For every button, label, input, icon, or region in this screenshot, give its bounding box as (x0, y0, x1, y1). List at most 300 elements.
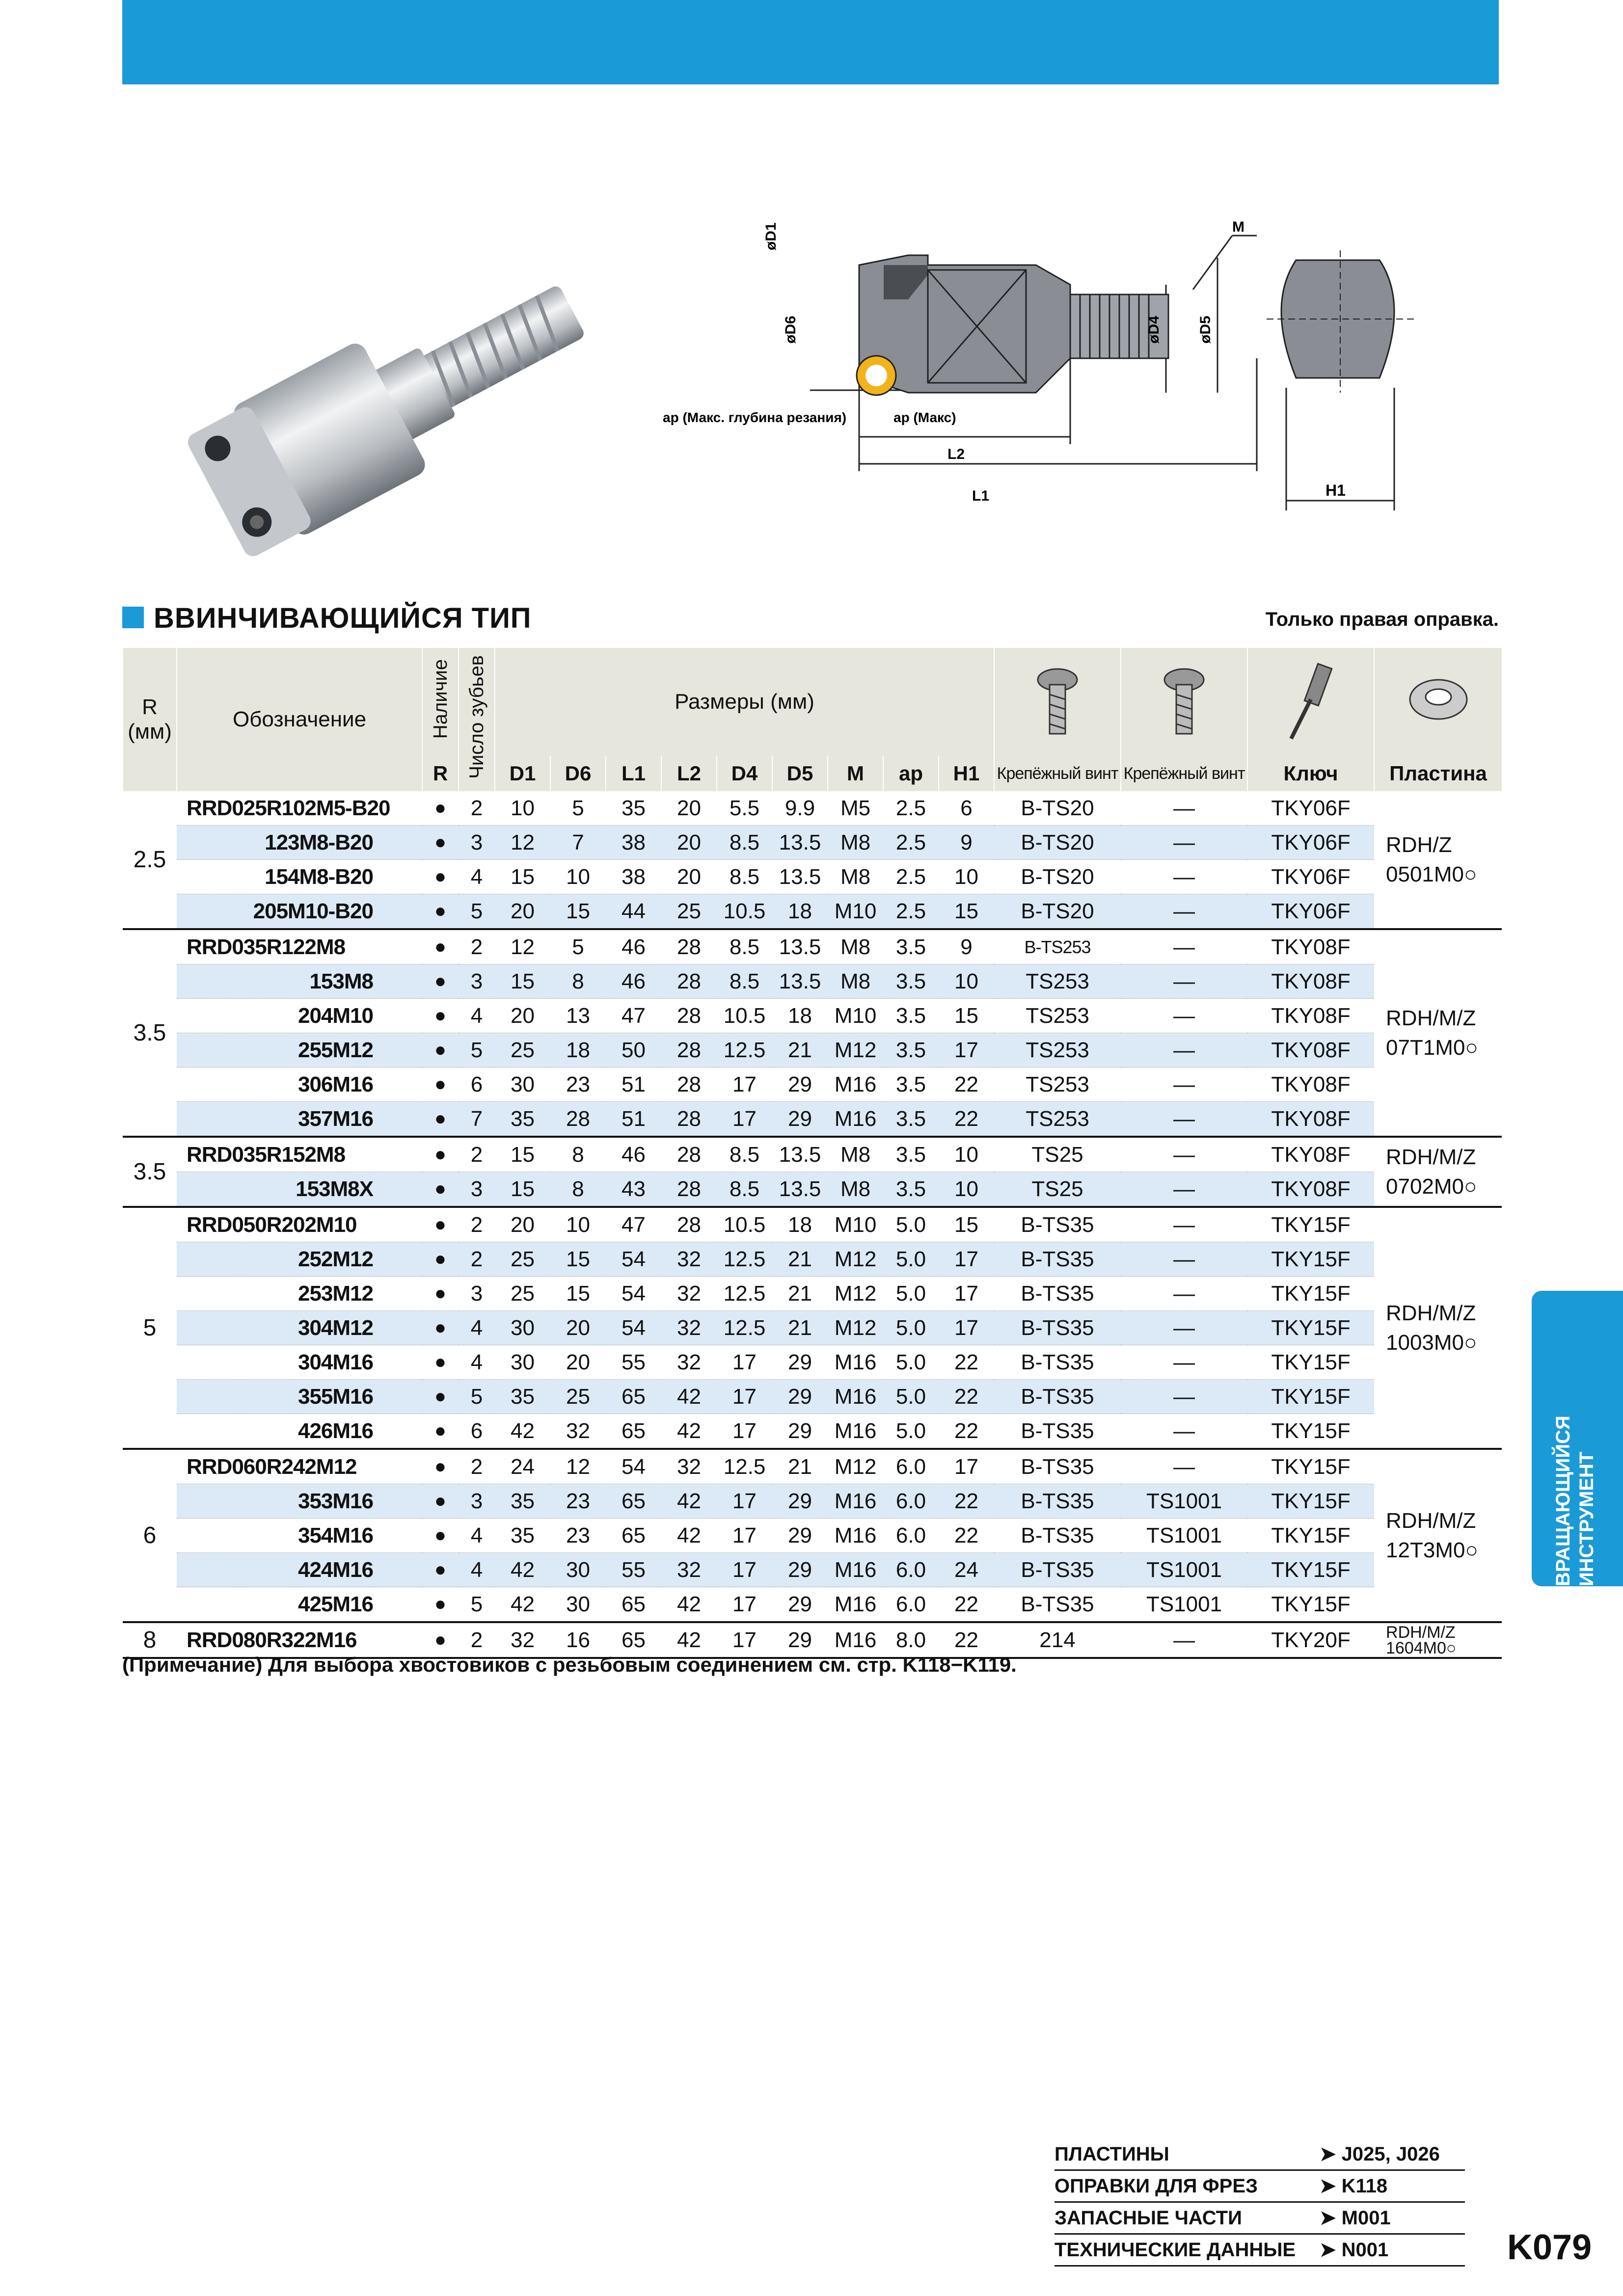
d5-cell: 21 (772, 1033, 828, 1068)
screw2-cell: — (1121, 1380, 1247, 1414)
key-cell: TKY15F (1247, 1519, 1374, 1553)
l1-cell: 50 (606, 1033, 661, 1068)
d5-cell: 29 (772, 1553, 828, 1587)
h1-cell: 22 (939, 1622, 994, 1658)
table-row (123, 1207, 1502, 1242)
l2-cell: 32 (661, 1311, 717, 1345)
d5-cell: 21 (772, 1449, 828, 1484)
h1-cell: 15 (939, 1207, 994, 1242)
l1-cell: 65 (606, 1484, 661, 1519)
tool-photo (162, 240, 619, 584)
table-row (123, 1102, 1502, 1137)
ap-cell: 3.5 (883, 1033, 939, 1068)
l1-cell: 46 (606, 1137, 661, 1172)
d4-cell: 8.5 (717, 964, 772, 999)
r-value-cell: 3.5 (123, 929, 177, 1137)
screw1-cell: B-TS20 (994, 791, 1121, 826)
l2-cell: 32 (661, 1277, 717, 1311)
d4-cell: 17 (717, 1414, 772, 1449)
d1-cell: 42 (495, 1553, 550, 1587)
screw1-cell: B-TS35 (994, 1345, 1121, 1380)
l1-cell: 54 (606, 1449, 661, 1484)
d6-cell: 12 (550, 1449, 606, 1484)
insert-cell: RDH/M/Z 07T1M0○ (1374, 929, 1502, 1137)
key-cell: TKY08F (1247, 1068, 1374, 1102)
designation-cell: 425M16 (177, 1587, 422, 1623)
d4-cell: 5.5 (717, 791, 772, 826)
key-cell: TKY15F (1247, 1345, 1374, 1380)
teeth-cell: 4 (459, 860, 495, 894)
screw2-cell: — (1121, 1068, 1247, 1102)
screw1-cell: TS253 (994, 964, 1121, 999)
key-cell: TKY08F (1247, 964, 1374, 999)
l2-cell: 32 (661, 1242, 717, 1277)
m-cell: M16 (828, 1553, 883, 1587)
table-row (123, 1172, 1502, 1207)
designation-cell: 252M12 (177, 1242, 422, 1277)
d6-cell: 20 (550, 1345, 606, 1380)
d5-cell: 9.9 (772, 791, 828, 826)
screw1-cell: TS253 (994, 999, 1121, 1033)
designation-cell: 353M16 (177, 1484, 422, 1519)
screw2-cell: TS1001 (1121, 1519, 1247, 1553)
l1-cell: 46 (606, 929, 661, 964)
m-cell: M12 (828, 1277, 883, 1311)
m-cell: M10 (828, 894, 883, 930)
ap-cell: 5.0 (883, 1345, 939, 1380)
h1-cell: 10 (939, 964, 994, 999)
h1-cell: 24 (939, 1553, 994, 1587)
d1-cell: 25 (495, 1242, 550, 1277)
reference-label: ТЕХНИЧЕСКИЕ ДАННЫЕ (1055, 2239, 1296, 2261)
d1-cell: 30 (495, 1068, 550, 1102)
d1-cell: 10 (495, 791, 550, 826)
ap-cell: 2.5 (883, 860, 939, 894)
reference-label: ПЛАСТИНЫ (1055, 2143, 1169, 2165)
d6-cell: 20 (550, 1311, 606, 1345)
insert-cell: RDH/M/Z 12T3M0○ (1374, 1449, 1502, 1622)
reference-list (1055, 2139, 1465, 2267)
m-cell: M8 (828, 1172, 883, 1207)
m-cell: M16 (828, 1380, 883, 1414)
designation-cell: 253M12 (177, 1277, 422, 1311)
l1-cell: 47 (606, 999, 661, 1033)
h1-cell: 17 (939, 1277, 994, 1311)
d5-cell: 29 (772, 1414, 828, 1449)
teeth-cell: 5 (459, 1587, 495, 1623)
d5-cell: 29 (772, 1068, 828, 1102)
h1-cell: 22 (939, 1414, 994, 1449)
d5-cell: 13.5 (772, 860, 828, 894)
d4-cell: 17 (717, 1380, 772, 1414)
d6-cell: 30 (550, 1553, 606, 1587)
key-cell: TKY06F (1247, 791, 1374, 826)
screw1-cell: B-TS20 (994, 826, 1121, 860)
d4-cell: 12.5 (717, 1242, 772, 1277)
insert-icon-cell (1374, 648, 1502, 756)
r-value-cell: 6 (123, 1449, 177, 1622)
l1-cell: 51 (606, 1102, 661, 1137)
teeth-cell: 4 (459, 1311, 495, 1345)
d5-cell: 21 (772, 1242, 828, 1277)
d6-cell: 13 (550, 999, 606, 1033)
designation-cell: RRD025R102M5-B20 (177, 791, 422, 826)
key-cell: TKY15F (1247, 1207, 1374, 1242)
ap-cell: 2.5 (883, 894, 939, 930)
designation-cell: RRD050R202M10 (177, 1207, 422, 1242)
availability-cell: ● (422, 1311, 459, 1345)
d4-cell: 17 (717, 1553, 772, 1587)
ap-cell: 8.0 (883, 1622, 939, 1658)
r-value-cell: 3.5 (123, 1137, 177, 1207)
screw2-cell: TS1001 (1121, 1587, 1247, 1623)
d6-cell: 10 (550, 860, 606, 894)
teeth-cell: 3 (459, 1172, 495, 1207)
teeth-cell: 4 (459, 999, 495, 1033)
label-d4: øD4 (1146, 316, 1162, 344)
availability-cell: ● (422, 1449, 459, 1484)
l2-cell: 42 (661, 1414, 717, 1449)
m-cell: M16 (828, 1414, 883, 1449)
availability-cell: ● (422, 1587, 459, 1623)
ap-cell: 6.0 (883, 1484, 939, 1519)
designation-cell: 354M16 (177, 1519, 422, 1553)
designation-cell: 154M8-B20 (177, 860, 422, 894)
key-cell: TKY15F (1247, 1277, 1374, 1311)
screw1-cell: B-TS20 (994, 894, 1121, 930)
m-cell: M16 (828, 1484, 883, 1519)
screw2-cell: — (1121, 929, 1247, 964)
l1-cell: 47 (606, 1207, 661, 1242)
availability-cell: ● (422, 894, 459, 930)
l2-cell: 28 (661, 1102, 717, 1137)
teeth-cell: 3 (459, 826, 495, 860)
d5-cell: 21 (772, 1311, 828, 1345)
col-l1: L1 (606, 756, 661, 791)
key-cell: TKY15F (1247, 1380, 1374, 1414)
d5-cell: 29 (772, 1622, 828, 1658)
d5-cell: 18 (772, 894, 828, 930)
designation-cell: 153M8 (177, 964, 422, 999)
d6-cell: 18 (550, 1033, 606, 1068)
screw2-cell: — (1121, 1172, 1247, 1207)
ap-cell: 3.5 (883, 1137, 939, 1172)
m-cell: M16 (828, 1519, 883, 1553)
reference-row[interactable] (1055, 2235, 1465, 2267)
screw2-cell: — (1121, 791, 1247, 826)
d1-cell: 20 (495, 894, 550, 930)
d5-cell: 13.5 (772, 929, 828, 964)
m-cell: M16 (828, 1102, 883, 1137)
d5-cell: 13.5 (772, 826, 828, 860)
screw2-cell: — (1121, 1242, 1247, 1277)
availability-cell: ● (422, 791, 459, 826)
h1-cell: 22 (939, 1587, 994, 1623)
teeth-cell: 7 (459, 1102, 495, 1137)
availability-cell: ● (422, 826, 459, 860)
spec-table-body (123, 791, 1502, 1658)
table-row (123, 1068, 1502, 1102)
d1-cell: 42 (495, 1587, 550, 1623)
h1-cell: 10 (939, 1137, 994, 1172)
r-value-cell: 5 (123, 1207, 177, 1449)
d1-cell: 35 (495, 1519, 550, 1553)
ap-cell: 3.5 (883, 964, 939, 999)
l2-cell: 32 (661, 1449, 717, 1484)
designation-cell: RRD080R322M16 (177, 1622, 422, 1658)
d1-cell: 35 (495, 1484, 550, 1519)
d4-cell: 10.5 (717, 894, 772, 930)
d4-cell: 12.5 (717, 1449, 772, 1484)
key-cell: TKY15F (1247, 1553, 1374, 1587)
ap-cell: 3.5 (883, 929, 939, 964)
availability-cell: ● (422, 1622, 459, 1658)
col-m: M (828, 756, 883, 791)
reference-row[interactable] (1055, 2171, 1465, 2203)
d6-cell: 25 (550, 1380, 606, 1414)
screw1-cell: TS253 (994, 1068, 1121, 1102)
ap-cell: 2.5 (883, 791, 939, 826)
table-row (123, 860, 1502, 894)
availability-cell: ● (422, 1102, 459, 1137)
designation-cell: 205M10-B20 (177, 894, 422, 930)
reference-label: ОПРАВКИ ДЛЯ ФРЕЗ (1055, 2175, 1258, 2197)
insert-cell: RDH/M/Z 0702M0○ (1374, 1137, 1502, 1207)
availability-cell: ● (422, 1207, 459, 1242)
col-l2: L2 (661, 756, 717, 791)
screw1-cell: TS253 (994, 1102, 1121, 1137)
d6-cell: 23 (550, 1484, 606, 1519)
table-row (123, 791, 1502, 826)
availability-cell: ● (422, 1068, 459, 1102)
screw1-cell: B-TS35 (994, 1207, 1121, 1242)
screw-icon (1155, 665, 1214, 739)
table-row (123, 1414, 1502, 1449)
table-row (123, 1519, 1502, 1553)
reference-value: ➤ M001 (1320, 2207, 1391, 2229)
d5-cell: 29 (772, 1102, 828, 1137)
d1-cell: 25 (495, 1277, 550, 1311)
label-l2: L2 (947, 446, 965, 462)
d4-cell: 8.5 (717, 929, 772, 964)
screw1-cell: B-TS35 (994, 1277, 1121, 1311)
d1-cell: 35 (495, 1102, 550, 1137)
reference-row[interactable] (1055, 2203, 1465, 2235)
m-cell: M5 (828, 791, 883, 826)
key-cell: TKY20F (1247, 1622, 1374, 1658)
screw2-cell: — (1121, 1137, 1247, 1172)
screw1-cell: TS253 (994, 1033, 1121, 1068)
d1-cell: 30 (495, 1311, 550, 1345)
teeth-cell: 3 (459, 964, 495, 999)
l1-cell: 38 (606, 826, 661, 860)
ap-cell: 6.0 (883, 1519, 939, 1553)
col-r: R (мм) (123, 648, 177, 791)
spec-table (122, 648, 1502, 1659)
label-d5: øD5 (1197, 316, 1214, 344)
side-tab-label: ВРАЩАЮЩИЙСЯ ИНСТРУМЕНТ (1552, 1415, 1597, 1586)
screw1-cell: B-TS35 (994, 1380, 1121, 1414)
m-cell: M16 (828, 1068, 883, 1102)
d1-cell: 12 (495, 929, 550, 964)
l1-cell: 43 (606, 1172, 661, 1207)
section-marker (122, 607, 144, 628)
screw1-cell: B-TS253 (994, 929, 1121, 964)
h1-cell: 22 (939, 1519, 994, 1553)
d1-cell: 15 (495, 860, 550, 894)
d5-cell: 29 (772, 1345, 828, 1380)
table-row (123, 1484, 1502, 1519)
l1-cell: 54 (606, 1277, 661, 1311)
key-cell: TKY15F (1247, 1414, 1374, 1449)
key-cell: TKY08F (1247, 1172, 1374, 1207)
top-color-bar (122, 0, 1499, 84)
l1-cell: 55 (606, 1553, 661, 1587)
availability-cell: ● (422, 860, 459, 894)
ap-cell: 5.0 (883, 1242, 939, 1277)
availability-cell: ● (422, 1345, 459, 1380)
screw2-cell: — (1121, 1311, 1247, 1345)
reference-value: ➤ N001 (1320, 2239, 1389, 2261)
d5-cell: 18 (772, 999, 828, 1033)
key-cell: TKY15F (1247, 1242, 1374, 1277)
m-cell: M8 (828, 1137, 883, 1172)
table-row (123, 964, 1502, 999)
table-row (123, 929, 1502, 964)
teeth-cell: 4 (459, 1519, 495, 1553)
d1-cell: 24 (495, 1449, 550, 1484)
col-teeth: Число зубьев (459, 648, 495, 791)
m-cell: M10 (828, 1207, 883, 1242)
d6-cell: 30 (550, 1587, 606, 1623)
designation-cell: 355M16 (177, 1380, 422, 1414)
availability-cell: ● (422, 1519, 459, 1553)
d6-cell: 5 (550, 929, 606, 964)
screw2-cell: — (1121, 1345, 1247, 1380)
d5-cell: 18 (772, 1207, 828, 1242)
table-row (123, 1033, 1502, 1068)
l2-cell: 28 (661, 1137, 717, 1172)
screw1-cell: B-TS35 (994, 1311, 1121, 1345)
col-designation: Обозначение (177, 648, 422, 791)
d4-cell: 17 (717, 1519, 772, 1553)
d5-cell: 13.5 (772, 1137, 828, 1172)
screw2-cell: TS1001 (1121, 1553, 1247, 1587)
d5-cell: 21 (772, 1277, 828, 1311)
d6-cell: 15 (550, 1277, 606, 1311)
l1-cell: 54 (606, 1242, 661, 1277)
teeth-cell: 5 (459, 1380, 495, 1414)
section-header (122, 600, 1499, 634)
reference-value: ➤ K118 (1320, 2175, 1388, 2197)
screw1-cell: B-TS35 (994, 1519, 1121, 1553)
key-cell: TKY06F (1247, 826, 1374, 860)
h1-cell: 22 (939, 1484, 994, 1519)
col-availability: Наличие (422, 648, 459, 756)
d1-cell: 30 (495, 1345, 550, 1380)
screw1-cell: TS25 (994, 1172, 1121, 1207)
teeth-cell: 2 (459, 929, 495, 964)
l2-cell: 42 (661, 1380, 717, 1414)
l1-cell: 51 (606, 1068, 661, 1102)
insert-icon (1404, 672, 1473, 731)
d6-cell: 23 (550, 1519, 606, 1553)
table-row (123, 1137, 1502, 1172)
key-cell: TKY15F (1247, 1484, 1374, 1519)
side-tab[interactable] (1532, 1291, 1623, 1586)
teeth-cell: 3 (459, 1484, 495, 1519)
l2-cell: 25 (661, 894, 717, 930)
m-cell: M16 (828, 1622, 883, 1658)
col-dimensions: Размеры (мм) (495, 648, 994, 756)
screw-icon (1028, 665, 1087, 739)
d4-cell: 17 (717, 1484, 772, 1519)
col-screw2: Крепёжный винт (1121, 756, 1247, 791)
m-cell: M8 (828, 964, 883, 999)
d1-cell: 20 (495, 1207, 550, 1242)
l2-cell: 20 (661, 860, 717, 894)
d6-cell: 8 (550, 1137, 606, 1172)
label-h1: H1 (1325, 481, 1346, 499)
screw2-cell: — (1121, 1622, 1247, 1658)
l2-cell: 42 (661, 1622, 717, 1658)
m-cell: M12 (828, 1311, 883, 1345)
d4-cell: 12.5 (717, 1311, 772, 1345)
ap-cell: 5.0 (883, 1380, 939, 1414)
col-ap: ap (883, 756, 939, 791)
l2-cell: 20 (661, 826, 717, 860)
l1-cell: 38 (606, 860, 661, 894)
key-cell: TKY15F (1247, 1311, 1374, 1345)
d1-cell: 42 (495, 1414, 550, 1449)
h1-cell: 9 (939, 929, 994, 964)
screw1-cell: B-TS35 (994, 1449, 1121, 1484)
reference-row[interactable] (1055, 2139, 1465, 2171)
h1-cell: 17 (939, 1449, 994, 1484)
d1-cell: 12 (495, 826, 550, 860)
m-cell: M8 (828, 860, 883, 894)
screw1-cell: B-TS35 (994, 1553, 1121, 1587)
teeth-cell: 2 (459, 791, 495, 826)
availability-cell: ● (422, 999, 459, 1033)
l2-cell: 28 (661, 1207, 717, 1242)
col-d6: D6 (550, 756, 606, 791)
ap-cell: 3.5 (883, 999, 939, 1033)
availability-cell: ● (422, 1553, 459, 1587)
availability-cell: ● (422, 1277, 459, 1311)
table-row (123, 1553, 1502, 1587)
d4-cell: 8.5 (717, 1137, 772, 1172)
col-insert: Пластина (1374, 756, 1502, 791)
l2-cell: 42 (661, 1484, 717, 1519)
d4-cell: 17 (717, 1587, 772, 1623)
insert-cell: RDH/Z 0501M0○ (1374, 791, 1502, 929)
screw-icon-2 (1121, 648, 1247, 756)
r-value-cell: 8 (123, 1622, 177, 1658)
availability-cell: ● (422, 1137, 459, 1172)
m-cell: M12 (828, 1033, 883, 1068)
screw1-cell: B-TS35 (994, 1484, 1121, 1519)
key-cell: TKY15F (1247, 1587, 1374, 1623)
teeth-cell: 4 (459, 1345, 495, 1380)
designation-cell: 424M16 (177, 1553, 422, 1587)
d4-cell: 12.5 (717, 1277, 772, 1311)
screw1-cell: TS25 (994, 1137, 1121, 1172)
label-m: M (1232, 221, 1244, 235)
d1-cell: 32 (495, 1622, 550, 1658)
designation-cell: 153M8X (177, 1172, 422, 1207)
label-l1: L1 (972, 488, 990, 504)
